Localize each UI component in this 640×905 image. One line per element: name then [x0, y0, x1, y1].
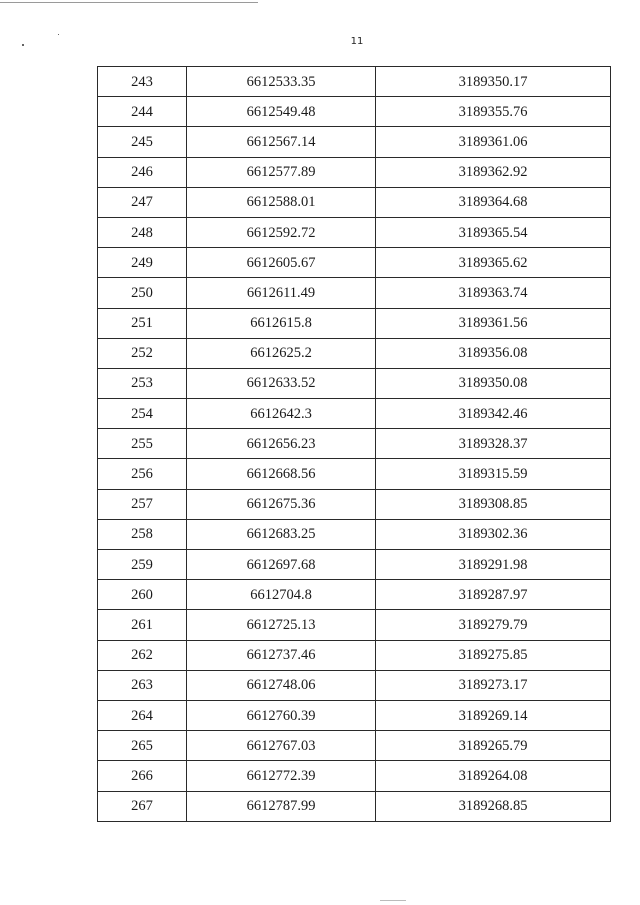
- x-coordinate-cell: 6612668.56: [187, 459, 376, 489]
- y-coordinate-cell: 3189264.08: [376, 761, 611, 791]
- y-coordinate-cell: 3189361.56: [376, 308, 611, 338]
- y-coordinate-cell: 3189287.97: [376, 580, 611, 610]
- table-row: [98, 550, 611, 580]
- y-coordinate-cell: 3189364.68: [376, 187, 611, 217]
- point-number-cell: 267: [98, 791, 187, 821]
- table-row: [98, 640, 611, 670]
- table-row: [98, 791, 611, 821]
- y-coordinate-cell: 3189302.36: [376, 519, 611, 549]
- x-coordinate-cell: 6612683.25: [187, 519, 376, 549]
- y-coordinate-cell: 3189279.79: [376, 610, 611, 640]
- y-coordinate-cell: 3189315.59: [376, 459, 611, 489]
- table-row: [98, 97, 611, 127]
- point-number-cell: 255: [98, 429, 187, 459]
- point-number-cell: 265: [98, 731, 187, 761]
- y-coordinate-cell: 3189356.08: [376, 338, 611, 368]
- table-row: [98, 368, 611, 398]
- y-coordinate-cell: 3189350.17: [376, 67, 611, 97]
- table-row: [98, 248, 611, 278]
- y-coordinate-cell: 3189362.92: [376, 157, 611, 187]
- x-coordinate-cell: 6612760.39: [187, 700, 376, 730]
- point-number-cell: 266: [98, 761, 187, 791]
- point-number-cell: 249: [98, 248, 187, 278]
- table-row: [98, 489, 611, 519]
- coordinate-table-body: [98, 67, 611, 822]
- x-coordinate-cell: 6612549.48: [187, 97, 376, 127]
- x-coordinate-cell: 6612633.52: [187, 368, 376, 398]
- table-row: [98, 610, 611, 640]
- table-row: [98, 217, 611, 247]
- point-number-cell: 263: [98, 670, 187, 700]
- y-coordinate-cell: 3189361.06: [376, 127, 611, 157]
- table-row: [98, 670, 611, 700]
- x-coordinate-cell: 6612592.72: [187, 217, 376, 247]
- y-coordinate-cell: 3189363.74: [376, 278, 611, 308]
- point-number-cell: 251: [98, 308, 187, 338]
- x-coordinate-cell: 6612567.14: [187, 127, 376, 157]
- table-row: [98, 187, 611, 217]
- x-coordinate-cell: 6612611.49: [187, 278, 376, 308]
- table-row: [98, 519, 611, 549]
- x-coordinate-cell: 6612533.35: [187, 67, 376, 97]
- point-number-cell: 254: [98, 399, 187, 429]
- x-coordinate-cell: 6612577.89: [187, 157, 376, 187]
- x-coordinate-cell: 6612725.13: [187, 610, 376, 640]
- point-number-cell: 262: [98, 640, 187, 670]
- point-number-cell: 244: [98, 97, 187, 127]
- table-row: [98, 580, 611, 610]
- point-number-cell: 264: [98, 700, 187, 730]
- point-number-cell: 259: [98, 550, 187, 580]
- y-coordinate-cell: 3189350.08: [376, 368, 611, 398]
- y-coordinate-cell: 3189342.46: [376, 399, 611, 429]
- point-number-cell: 252: [98, 338, 187, 368]
- point-number-cell: 256: [98, 459, 187, 489]
- x-coordinate-cell: 6612656.23: [187, 429, 376, 459]
- x-coordinate-cell: 6612625.2: [187, 338, 376, 368]
- table-row: [98, 429, 611, 459]
- table-row: [98, 700, 611, 730]
- y-coordinate-cell: 3189275.85: [376, 640, 611, 670]
- y-coordinate-cell: 3189365.62: [376, 248, 611, 278]
- scan-speck: [58, 34, 59, 35]
- point-number-cell: 260: [98, 580, 187, 610]
- table-row: [98, 157, 611, 187]
- x-coordinate-cell: 6612697.68: [187, 550, 376, 580]
- point-number-cell: 243: [98, 67, 187, 97]
- x-coordinate-cell: 6612588.01: [187, 187, 376, 217]
- y-coordinate-cell: 3189308.85: [376, 489, 611, 519]
- scan-speck: [22, 44, 24, 46]
- table-row: [98, 761, 611, 791]
- point-number-cell: 258: [98, 519, 187, 549]
- scan-edge-line: [0, 2, 258, 3]
- table-row: [98, 459, 611, 489]
- scan-bottom-mark: [380, 900, 406, 901]
- table-row: [98, 308, 611, 338]
- x-coordinate-cell: 6612605.67: [187, 248, 376, 278]
- x-coordinate-cell: 6612675.36: [187, 489, 376, 519]
- x-coordinate-cell: 6612704.8: [187, 580, 376, 610]
- point-number-cell: 245: [98, 127, 187, 157]
- coordinate-table: [97, 66, 611, 822]
- x-coordinate-cell: 6612787.99: [187, 791, 376, 821]
- point-number-cell: 247: [98, 187, 187, 217]
- table-row: [98, 731, 611, 761]
- y-coordinate-cell: 3189268.85: [376, 791, 611, 821]
- x-coordinate-cell: 6612772.39: [187, 761, 376, 791]
- table-row: [98, 338, 611, 368]
- x-coordinate-cell: 6612737.46: [187, 640, 376, 670]
- point-number-cell: 248: [98, 217, 187, 247]
- y-coordinate-cell: 3189355.76: [376, 97, 611, 127]
- table-row: [98, 67, 611, 97]
- y-coordinate-cell: 3189265.79: [376, 731, 611, 761]
- y-coordinate-cell: 3189365.54: [376, 217, 611, 247]
- x-coordinate-cell: 6612615.8: [187, 308, 376, 338]
- y-coordinate-cell: 3189291.98: [376, 550, 611, 580]
- point-number-cell: 246: [98, 157, 187, 187]
- y-coordinate-cell: 3189328.37: [376, 429, 611, 459]
- x-coordinate-cell: 6612748.06: [187, 670, 376, 700]
- point-number-cell: 261: [98, 610, 187, 640]
- point-number-cell: 250: [98, 278, 187, 308]
- table-row: [98, 399, 611, 429]
- y-coordinate-cell: 3189273.17: [376, 670, 611, 700]
- page-number: 11: [350, 36, 364, 47]
- table-row: [98, 127, 611, 157]
- point-number-cell: 257: [98, 489, 187, 519]
- y-coordinate-cell: 3189269.14: [376, 700, 611, 730]
- x-coordinate-cell: 6612642.3: [187, 399, 376, 429]
- table-row: [98, 278, 611, 308]
- x-coordinate-cell: 6612767.03: [187, 731, 376, 761]
- point-number-cell: 253: [98, 368, 187, 398]
